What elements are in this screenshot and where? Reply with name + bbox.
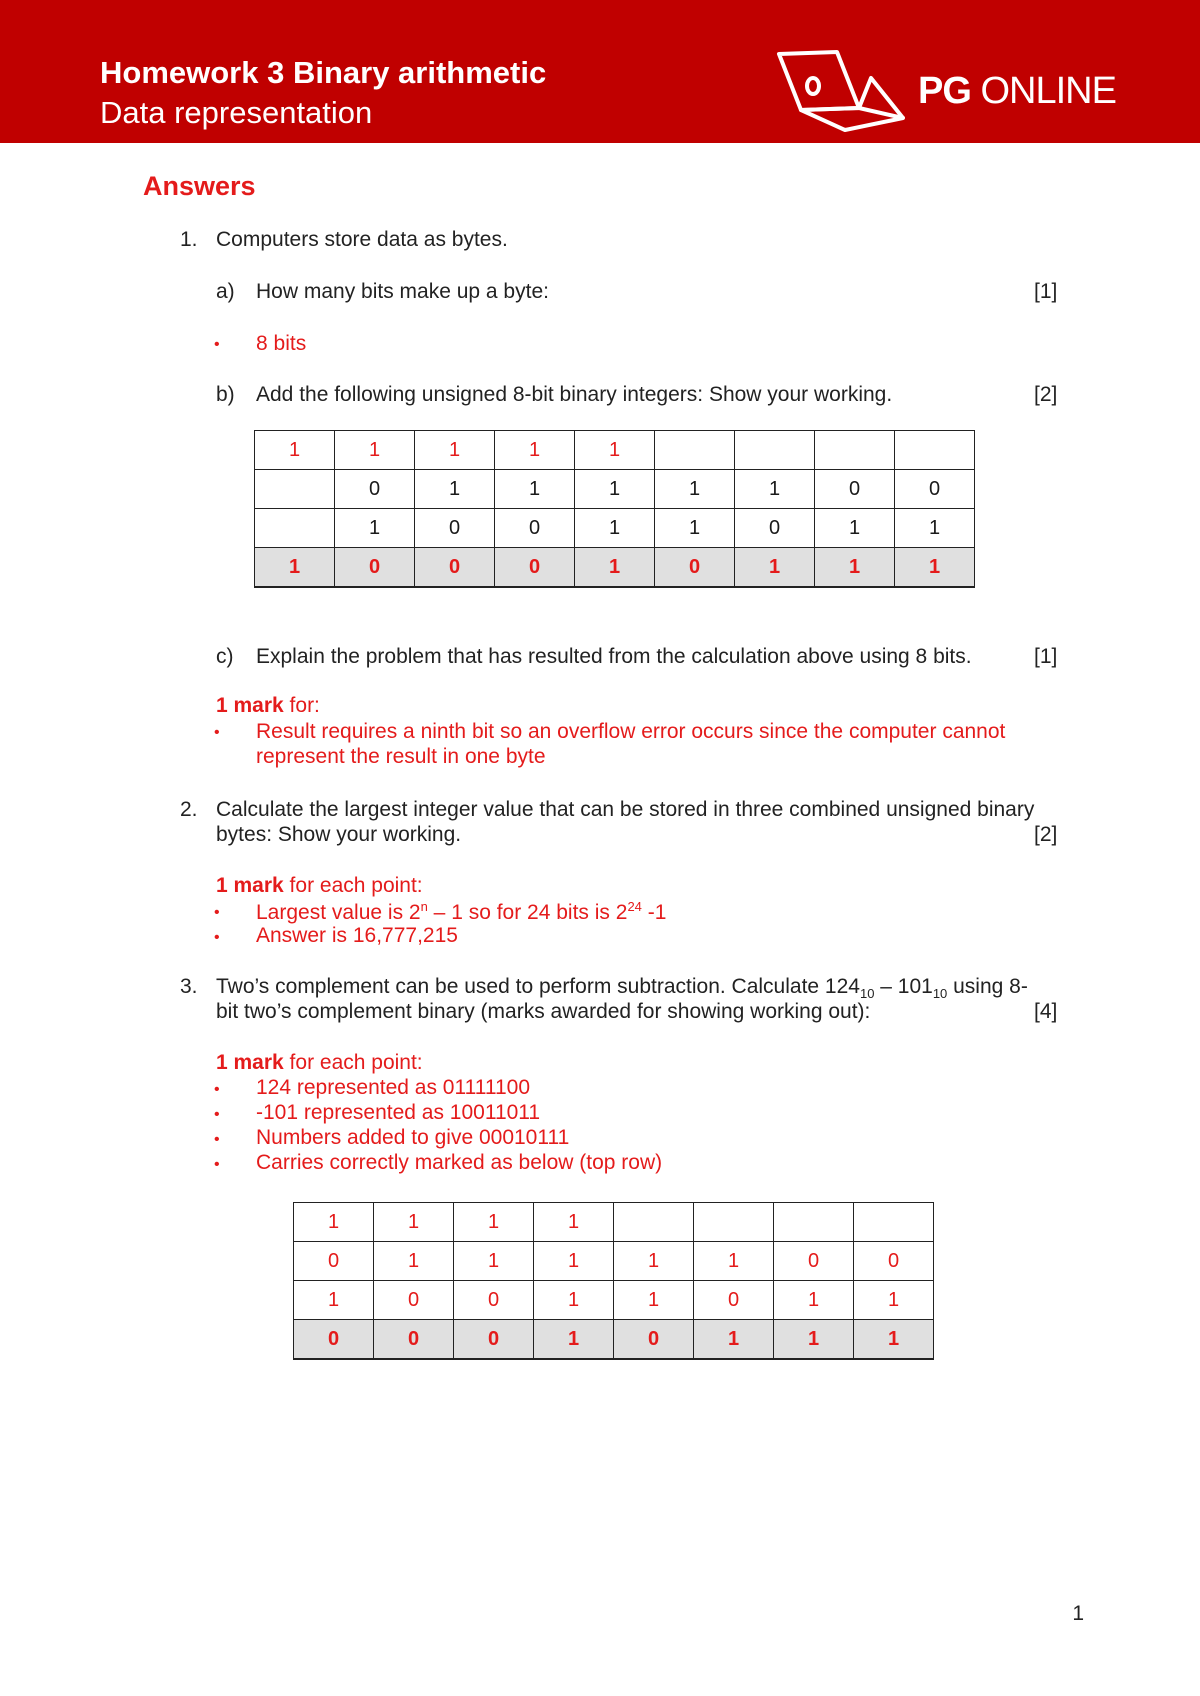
page-number: 1 — [1072, 1602, 1084, 1625]
table-cell: 1 — [335, 431, 415, 470]
table-cell: 0 — [815, 470, 895, 509]
table-cell: 0 — [735, 509, 815, 548]
table-cell: 0 — [335, 470, 415, 509]
q1b-label: b) — [216, 383, 235, 406]
table-cell: 0 — [374, 1320, 454, 1360]
table-cell: 1 — [415, 470, 495, 509]
answers-heading: Answers — [143, 171, 256, 201]
table-cell: 0 — [415, 509, 495, 548]
table-cell: 1 — [575, 509, 655, 548]
q2-text-line2: bytes: Show your working. — [216, 823, 462, 846]
q2-marks: [2] — [1034, 823, 1058, 846]
table-cell: 1 — [495, 431, 575, 470]
table-cell: 1 — [454, 1203, 534, 1242]
table-cell: 0 — [454, 1281, 534, 1320]
table-row — [255, 509, 975, 548]
table-cell: 0 — [694, 1281, 774, 1320]
q1c-answer-line2: represent the result in one byte — [256, 745, 546, 768]
table-row — [255, 431, 975, 470]
bullet-icon: • — [214, 1131, 220, 1148]
table-cell: 0 — [495, 509, 575, 548]
table-cell: 0 — [454, 1320, 534, 1360]
table-cell: 1 — [575, 470, 655, 509]
table-row — [294, 1242, 934, 1281]
table-cell: 0 — [294, 1320, 374, 1360]
q3-answer-1: 124 represented as 01111100 — [256, 1076, 530, 1099]
table-cell: 1 — [374, 1242, 454, 1281]
table-cell: 1 — [854, 1320, 934, 1360]
q1b-text: Add the following unsigned 8-bit binary integers: Show your working. — [256, 383, 893, 406]
table-cell: 1 — [735, 470, 815, 509]
q1-text: Computers store data as bytes. — [216, 228, 508, 251]
table-cell: 1 — [815, 509, 895, 548]
table-cell: 1 — [454, 1242, 534, 1281]
table-cell: 0 — [415, 548, 495, 588]
bullet-icon: • — [214, 904, 220, 921]
table-cell: 1 — [655, 509, 735, 548]
table-cell: 1 — [575, 548, 655, 588]
q2-answer-2: Answer is 16,777,215 — [256, 924, 458, 947]
q1b-addition-table — [254, 430, 975, 588]
table-cell: 0 — [614, 1320, 694, 1360]
table-cell — [774, 1203, 854, 1242]
q1b-marks: [2] — [1034, 383, 1058, 406]
q3-mark-scheme: 1 mark for each point: — [216, 1051, 423, 1074]
table-cell: 1 — [534, 1242, 614, 1281]
q1a-marks: [1] — [1034, 280, 1058, 303]
table-cell: 1 — [815, 548, 895, 588]
table-cell: 1 — [895, 509, 975, 548]
pg-online-logo: PG ONLINE — [918, 70, 1116, 112]
q1c-mark-scheme: 1 mark for: — [216, 694, 320, 717]
q3-answer-3: Numbers added to give 00010111 — [256, 1126, 570, 1149]
q3-number: 3. — [180, 975, 198, 998]
q2-number: 2. — [180, 798, 198, 821]
document-title: Homework 3 Binary arithmetic — [100, 55, 547, 90]
table-cell: 1 — [534, 1281, 614, 1320]
table-cell: 1 — [534, 1320, 614, 1360]
bullet-icon: • — [214, 1081, 220, 1098]
table-cell: 0 — [335, 548, 415, 588]
table-cell: 1 — [575, 431, 655, 470]
table-cell: 1 — [294, 1203, 374, 1242]
table-cell: 0 — [774, 1242, 854, 1281]
table-cell: 1 — [255, 431, 335, 470]
q2-text-line1: Calculate the largest integer value that can be stored in three combined unsigned binary — [216, 798, 1035, 821]
bullet-icon: • — [214, 929, 220, 946]
table-cell — [255, 470, 335, 509]
q3-answer-4: Carries correctly marked as below (top row) — [256, 1151, 663, 1174]
table-cell: 1 — [694, 1242, 774, 1281]
table-cell — [815, 431, 895, 470]
table-cell: 1 — [854, 1281, 934, 1320]
q1a-text: How many bits make up a byte: — [256, 280, 549, 303]
q3-answer-2: -101 represented as 10011011 — [256, 1101, 541, 1124]
table-cell: 0 — [655, 548, 735, 588]
q3-marks: [4] — [1034, 1000, 1058, 1023]
q2-mark-scheme: 1 mark for each point: — [216, 874, 423, 897]
table-cell: 1 — [614, 1242, 694, 1281]
table-cell — [614, 1203, 694, 1242]
table-cell: 1 — [694, 1320, 774, 1360]
bullet-icon: • — [214, 724, 220, 741]
bullet-icon: • — [214, 1156, 220, 1173]
table-row — [294, 1281, 934, 1320]
table-cell: 1 — [374, 1203, 454, 1242]
table-cell: 0 — [854, 1242, 934, 1281]
bullet-icon: • — [214, 1106, 220, 1123]
table-cell — [895, 431, 975, 470]
table-cell: 0 — [294, 1242, 374, 1281]
table-row — [255, 470, 975, 509]
bullet-icon: • — [214, 336, 220, 353]
q1a-answer: 8 bits — [256, 332, 307, 355]
table-cell: 0 — [895, 470, 975, 509]
q2-answer-1: Largest value is 2$^n$ – 1 so for 24 bits is $2^{24}$ -1 — [256, 899, 667, 924]
q3-subtraction-table — [293, 1202, 934, 1360]
table-cell: 0 — [495, 548, 575, 588]
q1c-marks: [1] — [1034, 645, 1058, 668]
table-cell: 1 — [255, 548, 335, 588]
table-cell: 1 — [495, 470, 575, 509]
table-cell: 1 — [415, 431, 495, 470]
table-cell: 1 — [655, 470, 735, 509]
table-cell: 1 — [895, 548, 975, 588]
table-cell: 1 — [294, 1281, 374, 1320]
table-cell: 1 — [534, 1203, 614, 1242]
table-cell — [694, 1203, 774, 1242]
table-row-result — [255, 548, 975, 588]
q3-text-line1: Two’s complement can be used to perform subtraction. Calculate $124_{10} - 101_{10}$ using 8- — [216, 975, 1028, 1002]
header-banner — [0, 0, 1200, 143]
table-cell — [655, 431, 735, 470]
document-subtitle: Data representation — [100, 95, 373, 130]
table-row — [294, 1203, 934, 1242]
laptop-logo-icon — [775, 48, 910, 134]
table-cell — [854, 1203, 934, 1242]
table-cell — [255, 509, 335, 548]
q1c-label: c) — [216, 645, 234, 668]
q1-number: 1. — [180, 228, 198, 251]
table-cell — [735, 431, 815, 470]
q1c-answer-line1: Result requires a ninth bit so an overflow error occurs since the computer cannot — [256, 720, 1006, 743]
table-cell: 1 — [735, 548, 815, 588]
table-cell: 0 — [374, 1281, 454, 1320]
q3-text-line2: bit two’s complement binary (marks awarded for showing working out): — [216, 1000, 871, 1023]
table-cell: 1 — [774, 1281, 854, 1320]
q1a-label: a) — [216, 280, 235, 303]
table-cell: 1 — [774, 1320, 854, 1360]
table-cell: 1 — [335, 509, 415, 548]
table-cell: 1 — [614, 1281, 694, 1320]
q1c-text: Explain the problem that has resulted from the calculation above using 8 bits. — [256, 645, 972, 668]
table-row-result — [294, 1320, 934, 1360]
